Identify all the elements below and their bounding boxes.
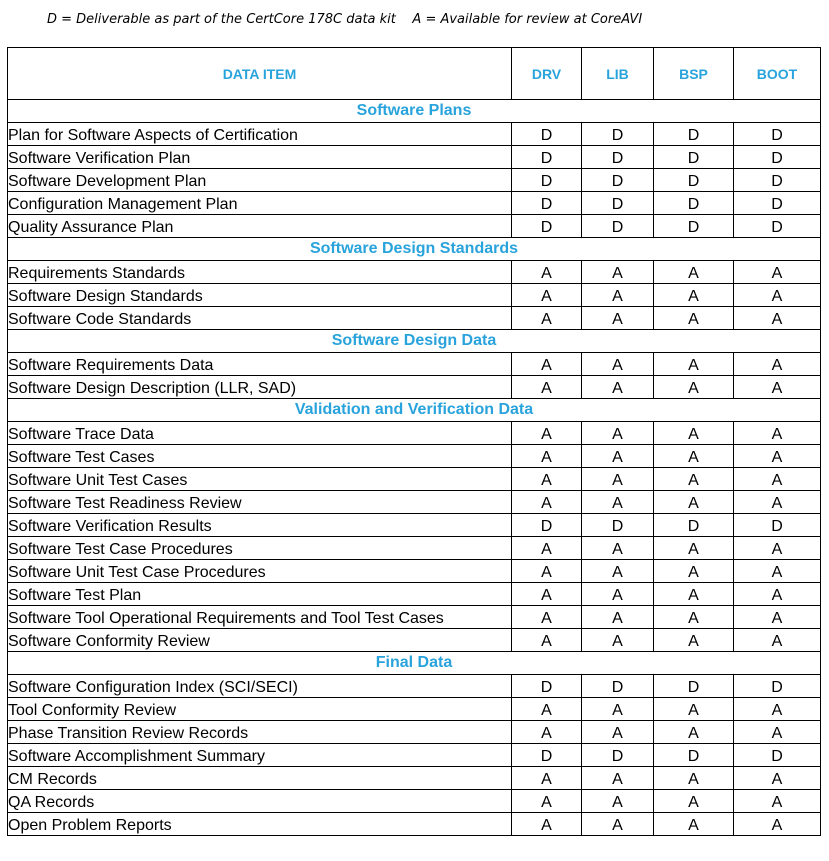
data-item-name: Requirements Standards — [8, 261, 512, 284]
cell-lib: A — [582, 767, 654, 790]
cell-lib: D — [582, 192, 654, 215]
cell-drv: D — [512, 744, 582, 767]
cell-drv: A — [512, 537, 582, 560]
table-row — [8, 422, 821, 445]
table-row — [8, 215, 821, 238]
cell-drv: D — [512, 123, 582, 146]
data-item-name: Software Unit Test Cases — [8, 468, 512, 491]
cell-bsp: A — [654, 284, 734, 307]
data-item-name: Tool Conformity Review — [8, 698, 512, 721]
table-row — [8, 675, 821, 698]
cell-bsp: A — [654, 445, 734, 468]
cell-boot: A — [734, 606, 821, 629]
data-item-name: CM Records — [8, 767, 512, 790]
data-item-name: Phase Transition Review Records — [8, 721, 512, 744]
cell-drv: D — [512, 169, 582, 192]
cell-drv: A — [512, 491, 582, 514]
cell-boot: A — [734, 261, 821, 284]
cell-drv: A — [512, 767, 582, 790]
cell-bsp: D — [654, 123, 734, 146]
cell-drv: A — [512, 790, 582, 813]
cell-bsp: D — [654, 215, 734, 238]
cell-lib: A — [582, 353, 654, 376]
header-boot: BOOT — [734, 48, 821, 100]
data-item-name: Software Code Standards — [8, 307, 512, 330]
data-item-name: Software Trace Data — [8, 422, 512, 445]
data-item-name: Software Test Case Procedures — [8, 537, 512, 560]
cell-bsp: A — [654, 583, 734, 606]
legend-note: D = Deliverable as part of the CertCore 178C data kit A = Available for review at CoreAVI — [47, 12, 643, 27]
cell-boot: A — [734, 537, 821, 560]
data-item-name: Software Verification Plan — [8, 146, 512, 169]
cell-drv: A — [512, 629, 582, 652]
cell-lib: A — [582, 537, 654, 560]
cell-boot: A — [734, 353, 821, 376]
data-item-name: Software Design Standards — [8, 284, 512, 307]
table-row — [8, 583, 821, 606]
cell-boot: A — [734, 790, 821, 813]
data-item-name: Plan for Software Aspects of Certification — [8, 123, 512, 146]
cell-boot: A — [734, 767, 821, 790]
cell-drv: D — [512, 215, 582, 238]
section-title: Software Plans — [8, 100, 821, 123]
data-item-name: Software Tool Operational Requirements and Tool Test Cases — [8, 606, 512, 629]
table-row — [8, 468, 821, 491]
cell-bsp: D — [654, 192, 734, 215]
cell-drv: A — [512, 284, 582, 307]
section-header-row — [8, 652, 821, 675]
data-item-name: Software Verification Results — [8, 514, 512, 537]
cell-drv: D — [512, 675, 582, 698]
cell-lib: D — [582, 514, 654, 537]
table-body — [8, 100, 821, 836]
cell-bsp: A — [654, 468, 734, 491]
cell-bsp: A — [654, 813, 734, 836]
section-title: Final Data — [8, 652, 821, 675]
cell-drv: D — [512, 146, 582, 169]
section-header-row — [8, 399, 821, 422]
data-item-name: Software Test Cases — [8, 445, 512, 468]
cell-bsp: A — [654, 422, 734, 445]
data-item-name: Software Configuration Index (SCI/SECI) — [8, 675, 512, 698]
table-row — [8, 606, 821, 629]
cell-lib: A — [582, 583, 654, 606]
cell-drv: A — [512, 560, 582, 583]
cell-bsp: D — [654, 146, 734, 169]
cell-boot: A — [734, 698, 821, 721]
table-row — [8, 146, 821, 169]
data-item-name: Software Design Description (LLR, SAD) — [8, 376, 512, 399]
cell-drv: A — [512, 353, 582, 376]
header-drv: DRV — [512, 48, 582, 100]
cell-boot: D — [734, 123, 821, 146]
cell-lib: D — [582, 123, 654, 146]
section-title: Software Design Standards — [8, 238, 821, 261]
table-row — [8, 261, 821, 284]
cell-boot: A — [734, 376, 821, 399]
cell-drv: A — [512, 583, 582, 606]
table-row — [8, 307, 821, 330]
cell-bsp: A — [654, 698, 734, 721]
cell-boot: D — [734, 215, 821, 238]
cell-boot: A — [734, 721, 821, 744]
cell-lib: D — [582, 744, 654, 767]
cell-drv: A — [512, 606, 582, 629]
cell-bsp: A — [654, 353, 734, 376]
cell-lib: D — [582, 675, 654, 698]
data-item-name: QA Records — [8, 790, 512, 813]
cell-bsp: D — [654, 675, 734, 698]
cell-boot: A — [734, 468, 821, 491]
cell-lib: A — [582, 491, 654, 514]
data-item-name: Software Test Readiness Review — [8, 491, 512, 514]
cell-lib: A — [582, 790, 654, 813]
cell-bsp: A — [654, 261, 734, 284]
table-row — [8, 767, 821, 790]
cell-bsp: A — [654, 537, 734, 560]
cell-boot: A — [734, 307, 821, 330]
cell-boot: A — [734, 445, 821, 468]
cell-bsp: A — [654, 376, 734, 399]
table-row — [8, 629, 821, 652]
cell-bsp: D — [654, 169, 734, 192]
data-item-name: Software Test Plan — [8, 583, 512, 606]
header-row — [8, 48, 821, 100]
cell-boot: D — [734, 169, 821, 192]
table-row — [8, 169, 821, 192]
cell-lib: A — [582, 307, 654, 330]
table-row — [8, 721, 821, 744]
section-header-row — [8, 238, 821, 261]
table-row — [8, 744, 821, 767]
cell-bsp: A — [654, 307, 734, 330]
cell-boot: D — [734, 675, 821, 698]
cell-boot: A — [734, 583, 821, 606]
cell-lib: A — [582, 606, 654, 629]
cell-lib: D — [582, 215, 654, 238]
cell-boot: D — [734, 744, 821, 767]
cell-lib: D — [582, 146, 654, 169]
cell-lib: A — [582, 261, 654, 284]
table-row — [8, 353, 821, 376]
data-item-name: Software Development Plan — [8, 169, 512, 192]
cell-boot: D — [734, 192, 821, 215]
cell-bsp: A — [654, 767, 734, 790]
table-row — [8, 537, 821, 560]
table-row — [8, 284, 821, 307]
data-item-name: Configuration Management Plan — [8, 192, 512, 215]
section-header-row — [8, 330, 821, 353]
cell-bsp: A — [654, 721, 734, 744]
cell-drv: D — [512, 514, 582, 537]
cell-lib: A — [582, 284, 654, 307]
cell-bsp: A — [654, 491, 734, 514]
cell-lib: A — [582, 376, 654, 399]
section-title: Validation and Verification Data — [8, 399, 821, 422]
table-row — [8, 790, 821, 813]
cell-drv: A — [512, 261, 582, 284]
table-row — [8, 192, 821, 215]
cell-lib: A — [582, 698, 654, 721]
data-item-name: Software Requirements Data — [8, 353, 512, 376]
table-row — [8, 813, 821, 836]
cell-bsp: D — [654, 744, 734, 767]
data-item-name: Software Conformity Review — [8, 629, 512, 652]
section-header-row — [8, 100, 821, 123]
cell-lib: A — [582, 629, 654, 652]
cell-lib: A — [582, 721, 654, 744]
data-item-name: Open Problem Reports — [8, 813, 512, 836]
cell-drv: A — [512, 307, 582, 330]
cell-drv: A — [512, 468, 582, 491]
cell-bsp: A — [654, 629, 734, 652]
cell-lib: A — [582, 445, 654, 468]
data-item-name: Quality Assurance Plan — [8, 215, 512, 238]
cell-drv: A — [512, 813, 582, 836]
cell-drv: A — [512, 698, 582, 721]
table-row — [8, 123, 821, 146]
table-row — [8, 376, 821, 399]
cell-boot: A — [734, 813, 821, 836]
cell-lib: D — [582, 169, 654, 192]
cell-drv: A — [512, 422, 582, 445]
header-data-item: DATA ITEM — [8, 48, 512, 100]
table-row — [8, 445, 821, 468]
table-row — [8, 514, 821, 537]
data-item-name: Software Unit Test Case Procedures — [8, 560, 512, 583]
cell-lib: A — [582, 468, 654, 491]
table-row — [8, 698, 821, 721]
cell-drv: A — [512, 445, 582, 468]
section-title: Software Design Data — [8, 330, 821, 353]
data-item-name: Software Accomplishment Summary — [8, 744, 512, 767]
table-row — [8, 491, 821, 514]
header-bsp: BSP — [654, 48, 734, 100]
cell-boot: A — [734, 560, 821, 583]
cell-boot: A — [734, 491, 821, 514]
cell-boot: A — [734, 422, 821, 445]
cell-drv: A — [512, 721, 582, 744]
cell-lib: A — [582, 813, 654, 836]
cell-drv: D — [512, 192, 582, 215]
cell-lib: A — [582, 422, 654, 445]
cell-bsp: A — [654, 606, 734, 629]
data-kit-table — [7, 47, 821, 836]
cell-bsp: D — [654, 514, 734, 537]
header-lib: LIB — [582, 48, 654, 100]
cell-drv: A — [512, 376, 582, 399]
cell-boot: D — [734, 146, 821, 169]
cell-boot: A — [734, 629, 821, 652]
cell-lib: A — [582, 560, 654, 583]
cell-boot: A — [734, 284, 821, 307]
table-row — [8, 560, 821, 583]
cell-bsp: A — [654, 790, 734, 813]
cell-boot: D — [734, 514, 821, 537]
cell-bsp: A — [654, 560, 734, 583]
